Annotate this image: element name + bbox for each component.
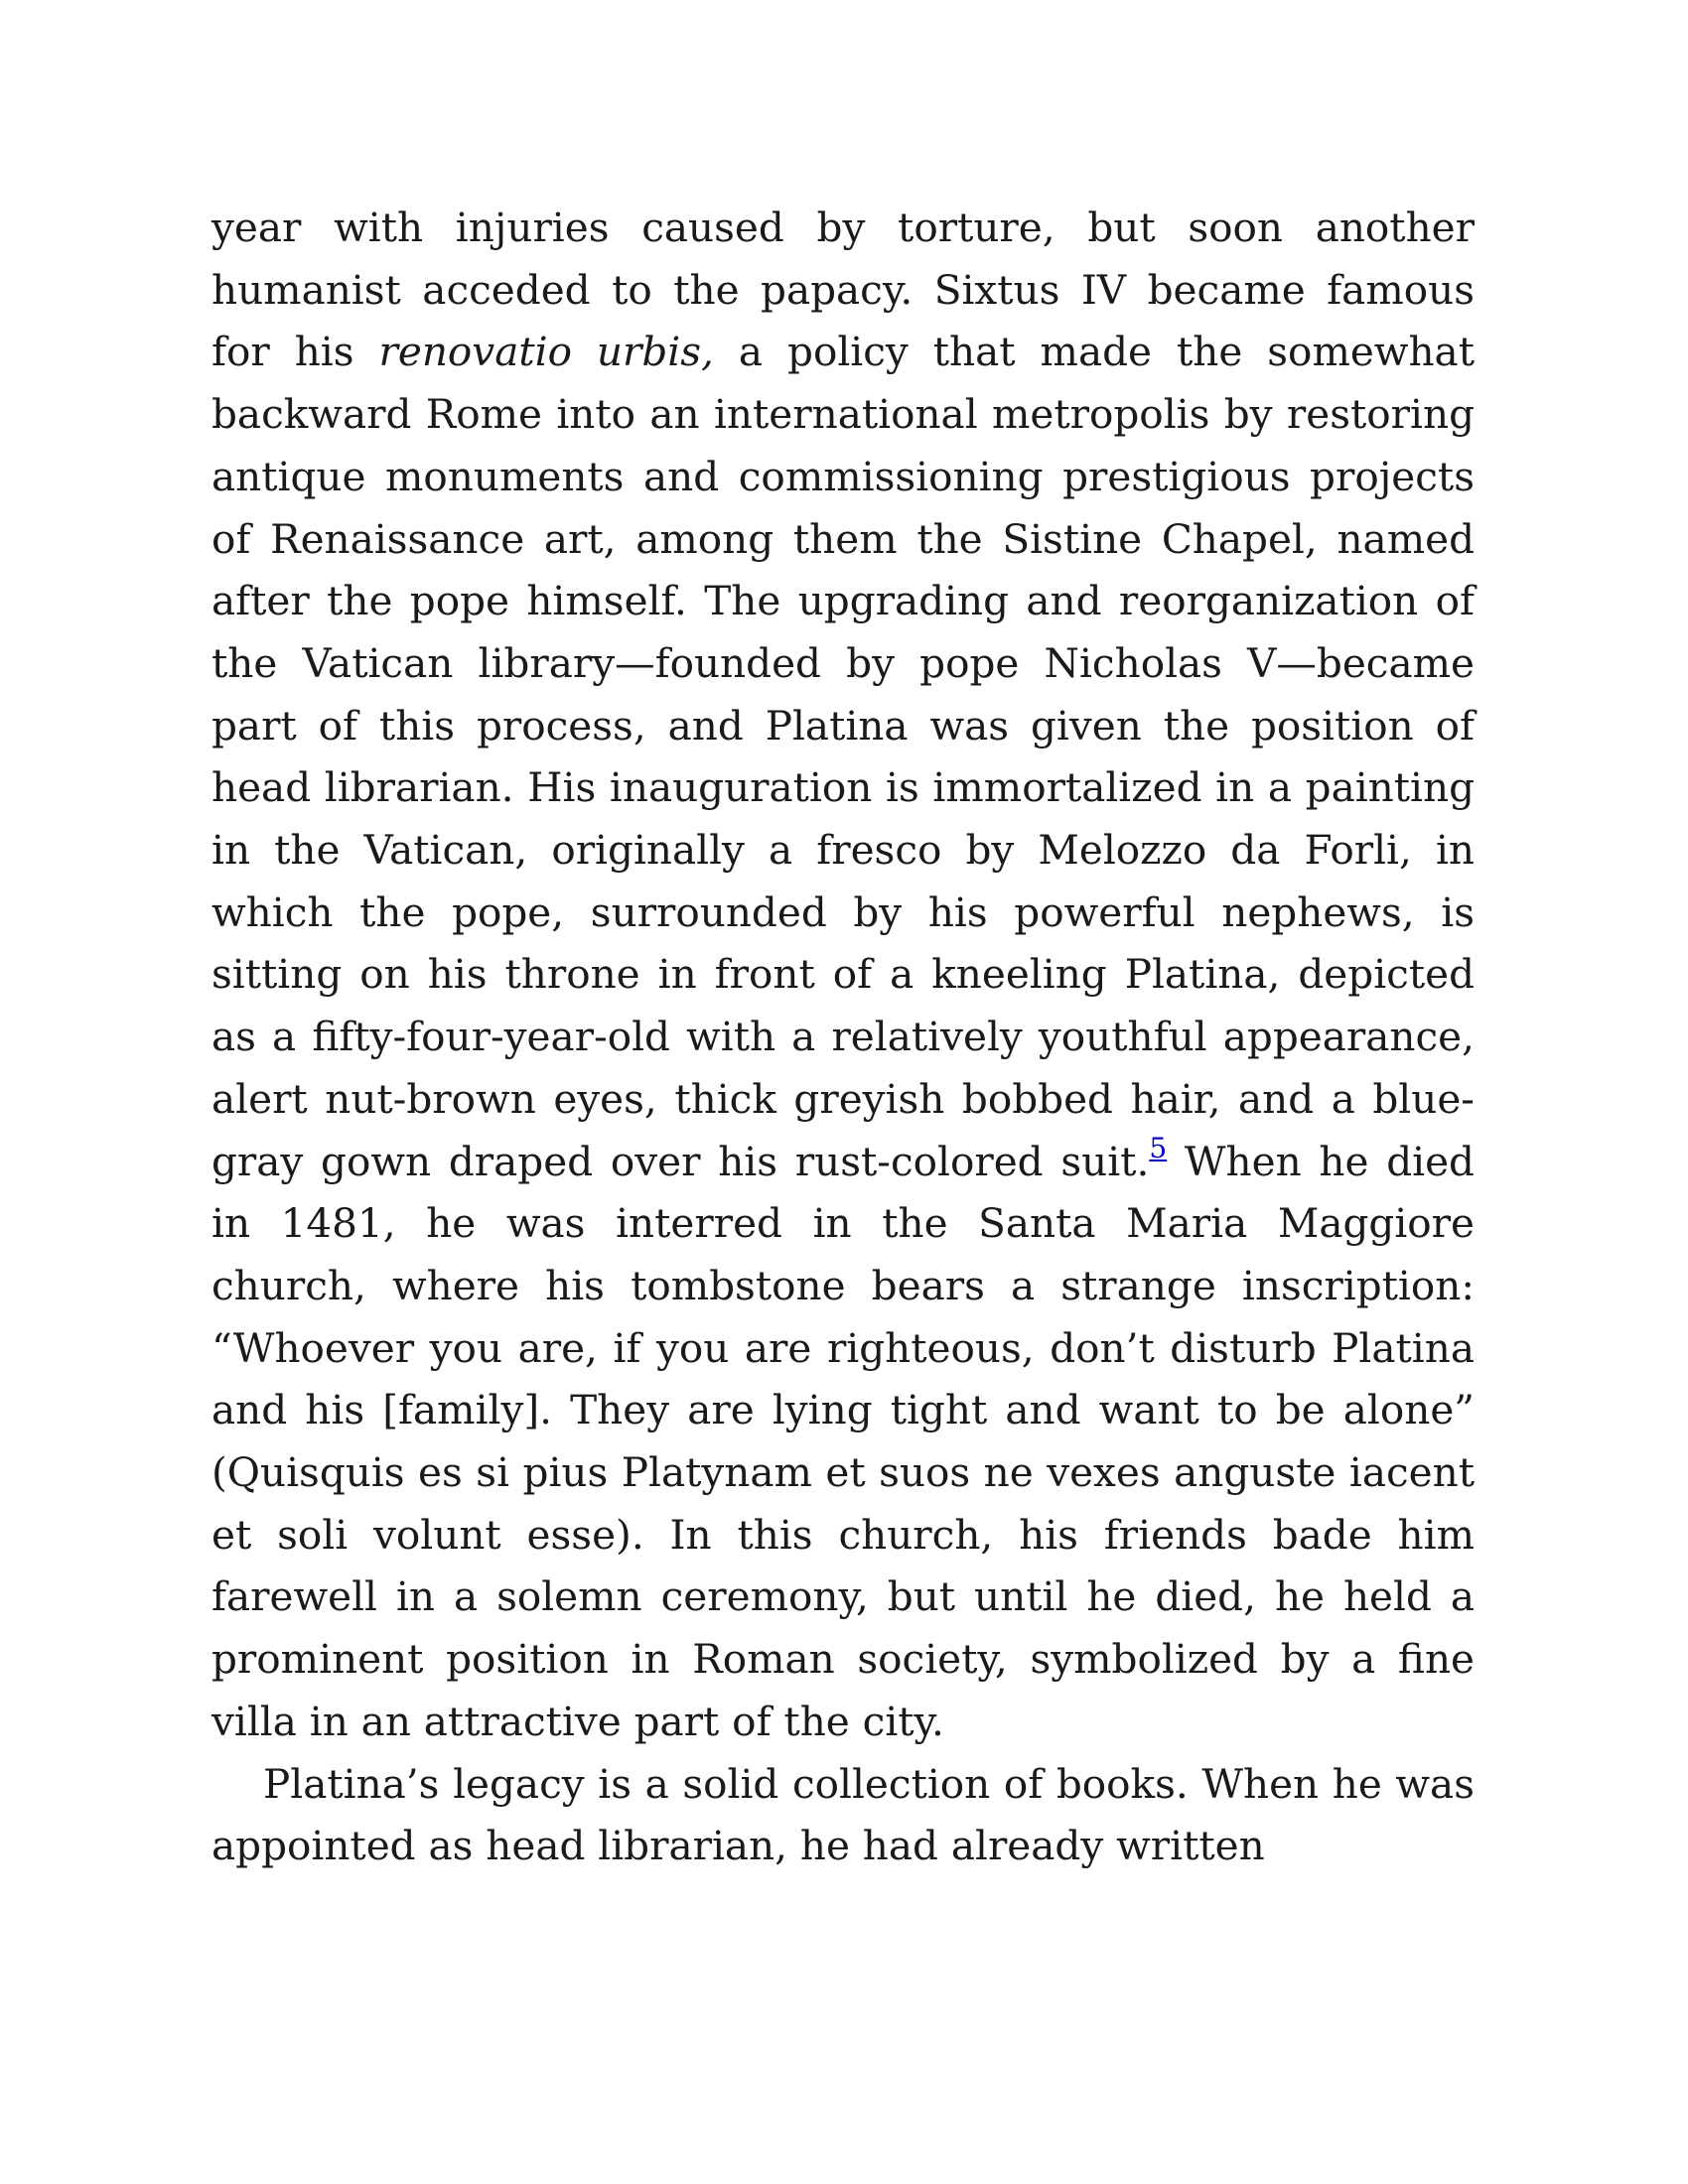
body-paragraph — [211, 1753, 1475, 1877]
paragraph-text: year with injuries caused by torture, but soon another humanist acceded to the papacy. Sixtus IV became famous for his — [211, 204, 1475, 376]
paragraph-text: Platina’s legacy is a solid collection of books. When he was appointed as head librarian, he had already written — [211, 1759, 1475, 1870]
italic-latin-phrase: renovatio urbis, — [378, 328, 714, 376]
body-paragraph — [211, 197, 1475, 1753]
paragraph-text: a policy that made the somewhat backward Rome into an international metropolis by restoring antique monuments and commissioning prestigious projects of Renaissance art, among them the Sistine Chapel, named after the pope himself. The upgrading and reorganization of the Vatican library—founded by pope Nicholas V—became part of this process, and Platina was given the position of head librarian. His inauguration is immortalized in a painting in the Vatican, originally a fresco by Melozzo da Forli, in which the pope, surrounded by his powerful nephews, is sitting on his throne in front of a kneeling Platina, depicted as a fifty-four-year-old with a relatively youthful appearance, alert nut-brown eyes, thick greyish bobbed hair, and a blue-gray gown draped over his rust-colored suit. — [211, 328, 1475, 1185]
paragraph-text: When he died in 1481, he was interred in the Santa Maria Maggiore church, where his tombstone bears a strange inscription: “Whoever you are, if you are righteous, don’t disturb Platina and his [family]. They are lying tight and want to be alone” (Quisquis es si pius Platynam et suos ne vexes anguste iacent et soli volunt esse). In this church, his friends bade him farewell in a solemn ceremony, but until he died, he held a prominent position in Roman society, symbolized by a fine villa in an attractive part of the city. — [211, 1137, 1475, 1745]
document-page — [211, 197, 1475, 1877]
footnote-link[interactable]: 5 — [1149, 1131, 1168, 1164]
